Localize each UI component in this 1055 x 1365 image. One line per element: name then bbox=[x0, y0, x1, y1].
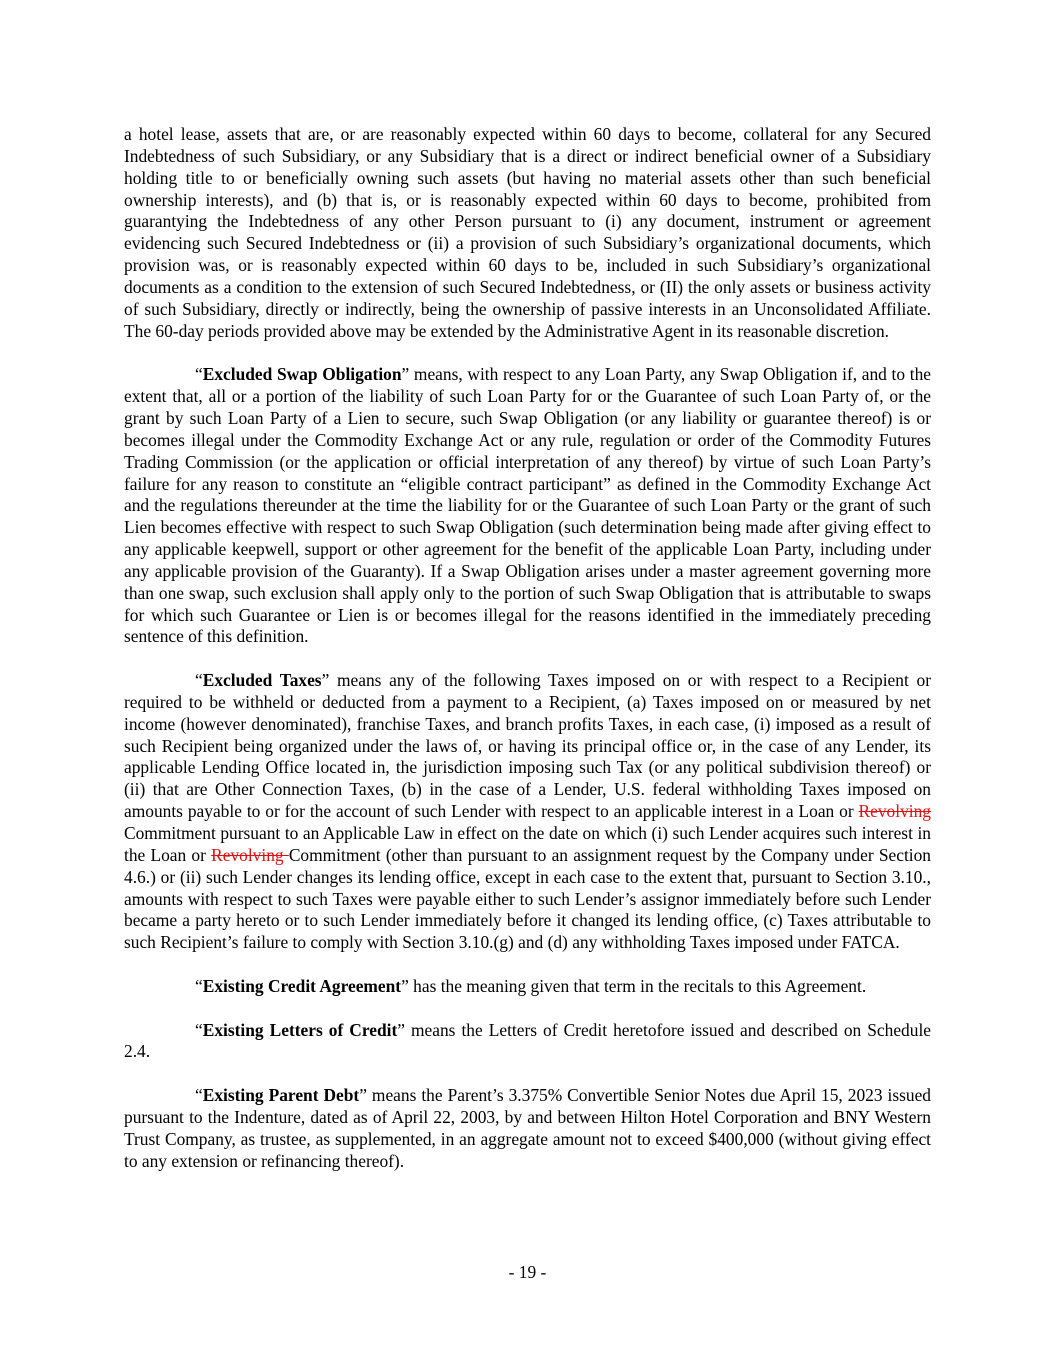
deleted-text: Revolving bbox=[211, 844, 289, 865]
page-body bbox=[124, 124, 931, 1173]
defined-term: Excluded Swap Obligation bbox=[202, 364, 402, 385]
definition-existing-letters-of-credit bbox=[124, 1020, 931, 1064]
definition-text: ” has the meaning given that term in the recitals to this Agreement. bbox=[401, 975, 867, 996]
definition-text: ” means the Parent’s 3.375% Convertible Senior Notes due April 15, 2023 issued pursuant to the Indenture, dated as of April 22, 2003, by and between Hilton Hotel Corporation and BNY Western Trust Company, as trustee, as supplemented, in an aggregate amount not to exceed $400,000 (without giving effect to any extension or refinancing thereof). bbox=[124, 1085, 931, 1171]
open-quote: “ bbox=[195, 670, 203, 691]
open-quote: “ bbox=[195, 1085, 203, 1106]
open-quote: “ bbox=[195, 1019, 203, 1040]
open-quote: “ bbox=[195, 364, 203, 385]
definition-text: Commitment pursuant to an Applicable Law in effect on the date on which (i) such Lender acquires such interest in the Loan or bbox=[124, 823, 931, 865]
deleted-text: Revolving bbox=[858, 801, 931, 822]
defined-term: Excluded Taxes bbox=[202, 670, 322, 691]
definition-text: ” means any of the following Taxes imposed on or with respect to a Recipient or required to be withheld or deducted from a payment to a Recipient, (a) Taxes imposed on or measured by net income (however denominated), franchise Taxes, and branch profits Taxes, in each case, (i) imposed as a result of such Recipient being organized under the laws of, or having its principal office or, in the case of any Lender, its applicable Lending Office located in, the jurisdiction imposing such Tax (or any political subdivision thereof) or (ii) that are Other Connection Taxes, (b) in the case of a Lender, U.S. federal withholding Taxes imposed on amounts payable to or for the account of such Lender with respect to an applicable interest in a Loan or bbox=[124, 670, 931, 822]
definition-text: ” means, with respect to any Loan Party, any Swap Obligation if, and to the extent that, all or a portion of the liability of such Loan Party for or the Guarantee of such Loan Party of, or the grant by such Loan Party of a Lien to secure, such Swap Obligation (or any liability or guarantee thereof) is or becomes illegal under the Commodity Exchange Act or any rule, regulation or order of the Commodity Futures Trading Commission (or the application or official interpretation of any thereof) by virtue of such Loan Party’s failure for any reason to constitute an “eligible contract participant” as defined in the Commodity Exchange Act and the regulations thereunder at the time the liability for or the Guarantee of such Loan Party or the grant of such Lien becomes effective with respect to such Swap Obligation (such determination being made after giving effect to any applicable keepwell, support or other agreement for the benefit of the applicable Loan Party, including under any applicable provision of the Guaranty). If a Swap Obligation arises under a master agreement governing more than one swap, such exclusion shall apply only to the portion of such Swap Obligation that is attributable to swaps for which such Guarantee or Lien is or becomes illegal for the reasons identified in the immediately preceding sentence of this definition. bbox=[124, 364, 932, 647]
definition-excluded-taxes bbox=[124, 670, 931, 954]
definition-excluded-swap-obligation bbox=[124, 364, 931, 648]
page-number: - 19 - bbox=[508, 1262, 547, 1282]
definition-existing-credit-agreement bbox=[124, 976, 931, 998]
defined-term: Existing Parent Debt bbox=[202, 1085, 360, 1106]
paragraph-continuation: a hotel lease, assets that are, or are reasonably expected within 60 days to become, collateral for any Secured Indebtedness of such Subsidiary, or any Subsidiary that is a direct or indirect beneficial owner of a Subsidiary holding title to or beneficially owning such assets (but having no material assets other than such beneficial ownership interests), and (b) that is, or is reasonably expected within 60 days to become, prohibited from guarantying the Indebtedness of any other Person pursuant to (i) any document, instrument or agreement evidencing such Secured Indebtedness or (ii) a provision of such Subsidiary’s organizational documents, which provision was, or is reasonably expected within 60 days to be, included in such Subsidiary’s organizational documents as a condition to the extension of such Secured Indebtedness, or (II) the only assets or business activity of such Subsidiary, directly or indirectly, being the ownership of passive interests in an Unconsolidated Affiliate. The 60-day periods provided above may be extended by the Administrative Agent in its reasonable discretion. bbox=[124, 124, 931, 341]
definition-existing-parent-debt bbox=[124, 1085, 931, 1172]
definition-text: ” means the Letters of Credit heretofore issued and described on Schedule 2.4. bbox=[124, 1019, 932, 1062]
defined-term: Existing Letters of Credit bbox=[202, 1019, 398, 1040]
defined-term: Existing Credit Agreement bbox=[202, 975, 402, 996]
open-quote: “ bbox=[195, 975, 203, 996]
definition-text: Commitment (other than pursuant to an assignment request by the Company under Section 4.6.) or (ii) such Lender changes its lending office, except in each case to the extent that, pursuant to Section 3.10., amounts with respect to such Taxes were payable either to such Lender’s assignor immediately before such Lender became a party hereto or to such Lender immediately before it changed its lending office, (c) Taxes attributable to such Recipient’s failure to comply with Section 3.10.(g) and (d) any withholding Taxes imposed under FATCA. bbox=[124, 844, 931, 953]
